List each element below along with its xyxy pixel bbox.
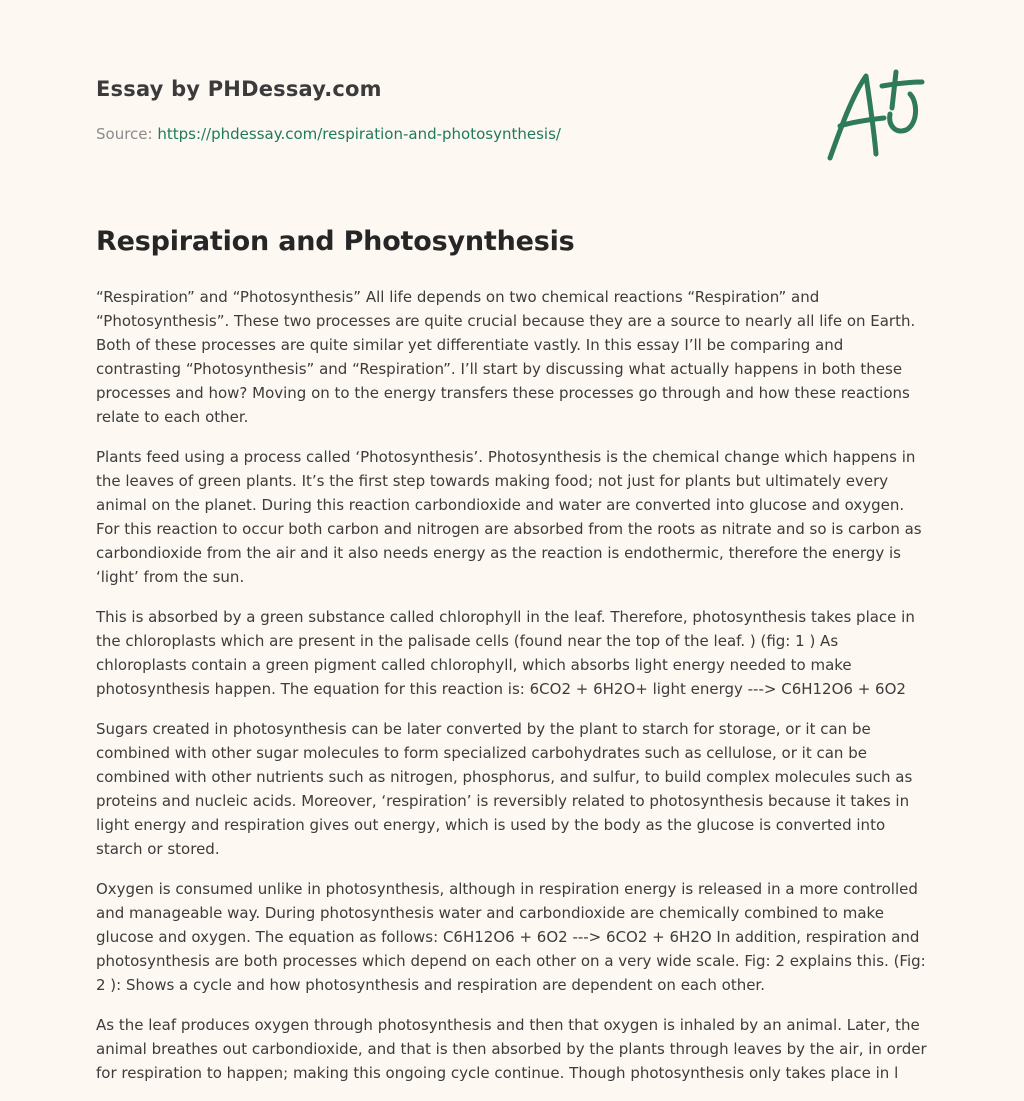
essay-paragraph: “Respiration” and “Photosynthesis” All life depends on two chemical reactions “Respiration” and “Photosynthesis”. These two processes are quite crucial because they are a source to nearly all life on Earth. Both of these processes are quite similar yet differentiate vastly. In this essay I’ll be comparing and contrasting “Photosynthesis” and “Respiration”. I’ll start by discussing what actually happens in both these processes and how? Moving on to the energy transfers these processes go through and how these reactions relate to each other. [96, 288, 916, 426]
source-link[interactable]: https://phdessay.com/respiration-and-photosynthesis/ [157, 125, 561, 143]
essay-title: Respiration and Photosynthesis [96, 226, 575, 257]
essay-paragraph: This is absorbed by a green substance called chlorophyll in the leaf. Therefore, photosynthesis takes place in the chloroplasts which are present in the palisade cells (found near the top of the leaf. ) (fig: 1 ) As chloroplasts contain a green pigment called chlorophyll, which absorbs light energy needed to make photosynthesis happen. The equation for this reaction is: 6CO2 + 6H2O+ light energy ---> C6H12O6 + 6O2 [96, 608, 915, 698]
essay-paragraph: Plants feed using a process called ‘Photosynthesis’. Photosynthesis is the chemical change which happens in the leaves of green plants. It’s the first step towards making food; not just for plants but ultimately every animal on the planet. During this reaction carbondioxide and water are converted into glucose and oxygen. For this reaction to occur both carbon and nitrogen are absorbed from the roots as nitrate and so is carbon as carbondioxide from the air and it also needs energy as the reaction is endothermic, therefore the energy is ‘light’ from the sun. [96, 448, 922, 586]
essay-paragraph: As the leaf produces oxygen through photosynthesis and then that oxygen is inhaled by an animal. Later, the animal breathes out carbondioxide, and that is then absorbed by the plants through leaves by the air, in order for respiration to happen; making this ongoing cycle continue. Though photosynthesis only takes place in l [96, 1016, 927, 1082]
essay-paragraph: Oxygen is consumed unlike in photosynthesis, although in respiration energy is released in a more controlled and manageable way. During photosynthesis water and carbondioxide are chemically combined to make glucose and oxygen. The equation as follows: C6H12O6 + 6O2 ---> 6CO2 + 6H2O In addition, respiration and photosynthesis are both processes which depend on each other on a very wide scale. Fig: 2 explains this. (Fig: 2 ): Shows a cycle and how photosynthesis and respiration are dependent on each other. [96, 880, 926, 994]
source-line [96, 125, 561, 143]
essay-paragraph: Sugars created in photosynthesis can be later converted by the plant to starch for storage, or it can be combined with other sugar molecules to form specialized carbohydrates such as cellulose, or it can be combined with other nutrients such as nitrogen, phosphorus, and sulfur, to build complex molecules such as proteins and nucleic acids. Moreover, ‘respiration’ is reversibly related to photosynthesis because it takes in light energy and respiration gives out energy, which is used by the body as the glucose is converted into starch or stored. [96, 720, 913, 858]
a-plus-logo-icon [826, 68, 926, 164]
source-label: Source: [96, 125, 158, 143]
essay-body [96, 285, 930, 1101]
site-brand: Essay by PHDessay.com [96, 77, 382, 101]
